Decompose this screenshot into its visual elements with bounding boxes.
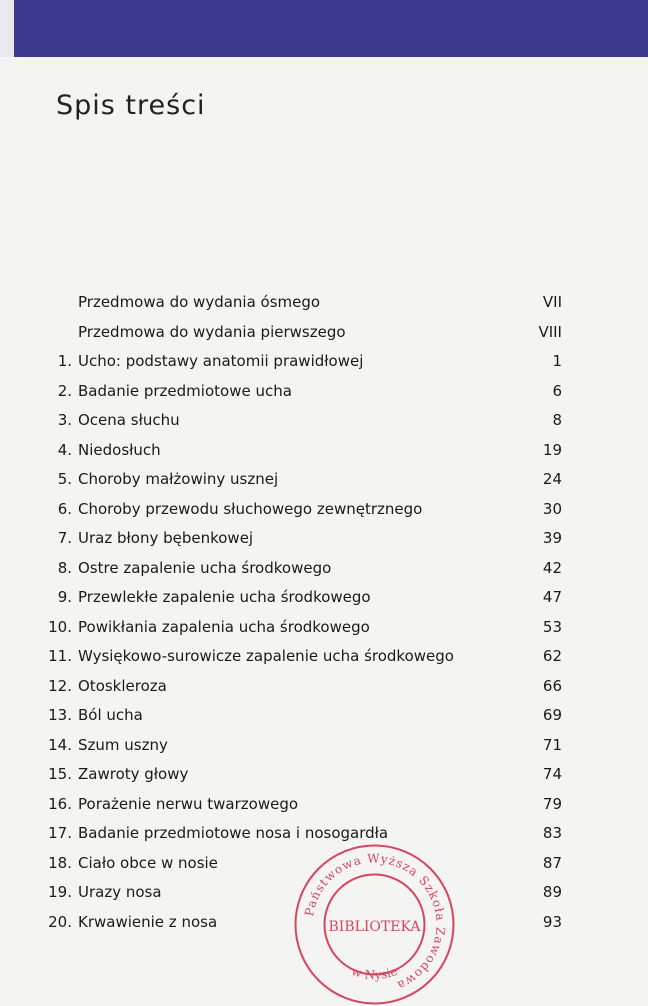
table-of-contents <box>0 288 648 937</box>
toc-entry <box>0 613 648 643</box>
toc-entry <box>0 701 648 731</box>
toc-entry-page: 83 <box>542 824 562 842</box>
toc-entry-title: Zawroty głowy <box>78 765 189 783</box>
toc-entry-number: 15. <box>48 765 72 783</box>
toc-entry-page: 1 <box>552 352 562 370</box>
toc-entry-number: 12. <box>48 676 72 695</box>
toc-entry-page: 87 <box>542 853 562 872</box>
toc-entry-page: 74 <box>542 765 562 783</box>
toc-entry <box>0 347 648 377</box>
toc-entry-title: Ciało obce w nosie <box>78 853 218 872</box>
toc-entry-number: 19. <box>48 883 72 901</box>
toc-entry <box>0 583 648 613</box>
toc-entry-title: Choroby małżowiny usznej <box>78 470 279 488</box>
toc-entry-page: 89 <box>542 883 562 901</box>
toc-entry-title: Badanie przedmiotowe nosa i nosogardła <box>78 824 389 842</box>
toc-entry-title: Szum uszny <box>78 735 168 754</box>
toc-entry-page: 71 <box>542 735 562 754</box>
toc-entry-title: Choroby przewodu słuchowego zewnętrznego <box>78 499 423 518</box>
toc-entry-page: 93 <box>542 912 562 931</box>
toc-entry-title: Ocena słuchu <box>78 411 180 429</box>
toc-entry-page: 39 <box>542 529 562 547</box>
toc-entry <box>0 731 648 761</box>
toc-entry-title: Powikłania zapalenia ucha środkowego <box>78 617 370 636</box>
toc-entry-number: 8. <box>57 558 72 577</box>
toc-entry-number: 18. <box>48 853 72 872</box>
toc-entry <box>0 790 648 820</box>
toc-entry <box>0 554 648 584</box>
toc-entry-page: 47 <box>542 588 562 606</box>
toc-entry-page: 66 <box>542 676 562 695</box>
toc-entry-number: 5. <box>57 470 72 488</box>
toc-entry-title: Ból ucha <box>78 706 143 724</box>
toc-entry <box>0 406 648 436</box>
toc-entry-number: 10. <box>48 617 72 636</box>
toc-entry-title: Przedmowa do wydania ósmego <box>78 293 321 311</box>
toc-entry-number: 2. <box>57 381 72 400</box>
toc-entry-page: 19 <box>542 440 562 459</box>
toc-entry-number: 14. <box>48 735 72 754</box>
toc-entry-page: 30 <box>542 499 562 518</box>
toc-entry-title: Przewlekłe zapalenie ucha środkowego <box>78 588 371 606</box>
toc-entry-page: 24 <box>542 470 562 488</box>
toc-entry <box>0 524 648 554</box>
page-edge <box>0 0 14 57</box>
toc-entry-page: VIII <box>538 322 562 341</box>
toc-entry-page: 53 <box>542 617 562 636</box>
toc-entry-title: Krwawienie z nosa <box>78 912 218 931</box>
toc-entry <box>0 672 648 702</box>
stamp-bottom-text: w Nysie <box>349 963 400 983</box>
stamp-center-text: BIBLIOTEKA <box>328 919 421 935</box>
toc-entry-title: Uraz błony bębenkowej <box>78 529 254 547</box>
toc-entry-title: Otoskleroza <box>78 676 167 695</box>
toc-entry <box>0 642 648 672</box>
stamp-ring-text: Państwowa Wyższa Szkoła Zawodowa <box>302 851 448 993</box>
header-banner <box>14 0 648 57</box>
toc-entry-page: 6 <box>552 381 562 400</box>
toc-entry <box>0 760 648 790</box>
toc-entry-number: 3. <box>57 411 72 429</box>
toc-entry <box>0 436 648 466</box>
toc-entry-number: 4. <box>57 440 72 459</box>
toc-entry-page: VII <box>542 293 562 311</box>
toc-entry <box>0 465 648 495</box>
toc-entry <box>0 318 648 348</box>
toc-entry-number: 7. <box>57 529 72 547</box>
toc-entry-page: 8 <box>552 411 562 429</box>
toc-entry-title: Porażenie nerwu twarzowego <box>78 794 299 813</box>
toc-entry-number: 16. <box>48 794 72 813</box>
toc-entry-page: 62 <box>542 647 562 665</box>
toc-entry-title: Przedmowa do wydania pierwszego <box>78 322 346 341</box>
toc-entry-page: 79 <box>542 794 562 813</box>
library-stamp <box>293 843 456 1006</box>
toc-entry-title: Badanie przedmiotowe ucha <box>78 381 292 400</box>
toc-entry-number: 6. <box>57 499 72 518</box>
toc-entry-title: Wysiękowo-surowicze zapalenie ucha środkowego <box>78 647 454 665</box>
toc-entry-page: 69 <box>542 706 562 724</box>
toc-entry-page: 42 <box>542 558 562 577</box>
toc-entry <box>0 377 648 407</box>
page-title: Spis treści <box>56 90 206 121</box>
toc-entry-number: 13. <box>48 706 72 724</box>
toc-entry-title: Ucho: podstawy anatomii prawidłowej <box>78 352 364 370</box>
toc-entry-number: 11. <box>48 647 72 665</box>
toc-entry <box>0 288 648 318</box>
toc-entry-title: Niedosłuch <box>78 440 161 459</box>
toc-entry-number: 17. <box>48 824 72 842</box>
toc-entry-title: Ostre zapalenie ucha środkowego <box>78 558 332 577</box>
toc-entry-number: 9. <box>57 588 72 606</box>
toc-entry <box>0 495 648 525</box>
toc-entry-number: 1. <box>57 352 72 370</box>
toc-entry-number: 20. <box>48 912 72 931</box>
toc-entry-title: Urazy nosa <box>78 883 162 901</box>
